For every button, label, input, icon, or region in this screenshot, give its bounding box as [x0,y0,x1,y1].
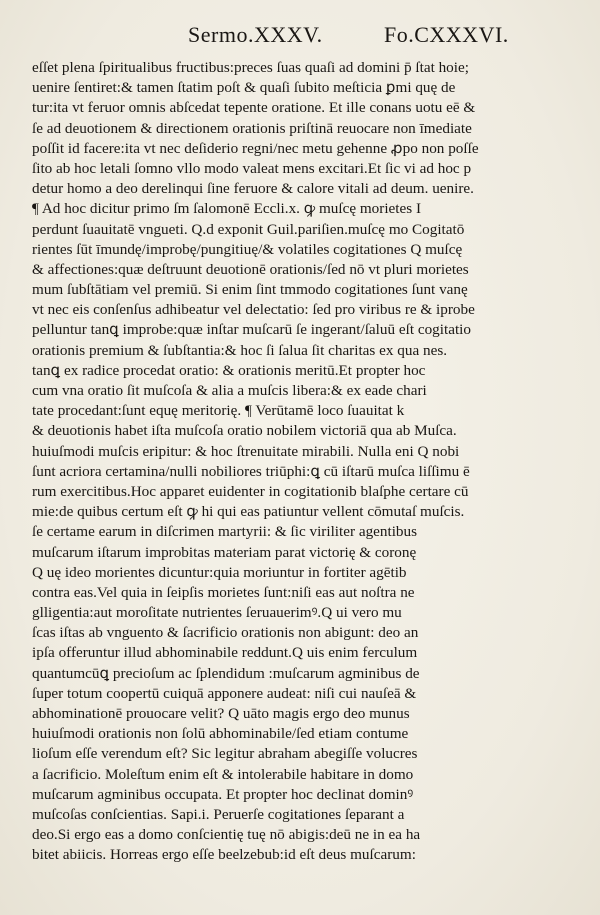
text-line: huiuſmodi orationis non ſolū abhominabile/ſed etiam contume [32,725,409,743]
text-line: orationis premium & ſubſtantia:& hoc ſi ſalua ſit charitas ex qua nes. [32,341,448,359]
text-line: ſe certame earum in diſcrimen martyrii: & ſic viriliter agentibus [32,523,418,541]
text-line: uenire ſentiret:& tamen ſtatim poſt & quaſi ſubito meſticia ꝑmi quę de [32,79,456,97]
text-line: contra eas.Vel quia in ſeipſis morietes ſunt:niſi eas aut noſtra ne [32,583,415,601]
text-line: pelluntur tanꝗ improbe:quæ inſtar muſcarū ſe ingerant/ſaluū eſt cogitatio [32,321,471,339]
text-line: mum ſubſtātiam vel premiū. Si enim ſint tmmodo cogitationes ſunt vanę [32,281,468,299]
text-line: muſcoſas conſcientias. Sapi.i. Peruerſe cogitationes ſeparant a [32,805,405,823]
text-line: ipſa offeruntur illud abhominabile reddunt.Q uis enim ferculum [32,644,418,662]
text-line: ¶ Ad hoc dicitur primo ſm ſalomonē Eccli.x. ꝙ muſcę morietes I [32,200,422,218]
text-line: ſcas iſtas ab vnguento & ſacrificio orationis non abigunt: deo an [32,624,419,642]
text-line: muſcarum agminibus occupata. Et propter hoc declinat dominꝰ [32,785,414,803]
text-line: ſito ab hoc letali ſomno vllo modo valeat mens excitari.Et ſic vi ad hoc p [32,159,472,177]
text-line: poſſit id facere:ita vt nec deſiderio regni/nec metu gehenne ꝓpo non poſſe [32,139,479,157]
text-line: bitet abiicis. Horreas ergo eſſe beelzebub:id eſt deus muſcarum: [32,846,416,864]
text-line: ſuper totum coopertū cuiquā apponere audeat: niſi cui nauſeā & [32,684,417,702]
text-line: Q uę ideo morientes dicuntur:quia moriuntur in fortiter agētib [32,563,407,581]
text-line: & affectiones:quæ deſtruunt deuotionē orationis/ſed nō vt pluri morietes [32,260,469,278]
text-line: ſunt acriora certamina/nulli nobiliores triūphi:ꝗ cū iſtarū muſca liſſimu ē [32,462,470,480]
text-line: deo.Si ergo eas a domo conſcientię tuę nō abigis:deū ne in ea ha [32,826,421,844]
body-text [32,58,552,866]
text-line: tanꝗ ex radice procedat oratio: & orationis meritū.Et propter hoc [32,361,426,379]
text-line: eſſet plena ſpiritualibus fructibus:preces ſuas quaſi ad domini p̄ ſtat hoie; [32,59,469,76]
sermon-number: Sermo.XXXV. [188,22,323,47]
text-line: mie:de quibus certum eſt ꝙ hi qui eas patiuntur vellent cōmutaſ muſcis. [32,503,465,521]
running-header [188,22,548,52]
text-line: tate procedant:ſunt equę meritorię. ¶ Verūtamē loco ſuauitat k [32,402,405,420]
text-line: muſcarum iſtarum improbitas materiam parat victorię & coronę [32,543,417,561]
text-line: perdunt ſuauitatē vngueti. Q.d exponit Guil.pariſien.muſcę mo Cogitatō [32,220,465,238]
text-line: a ſacrificio. Moleſtum enim eſt & intolerabile habitare in domo [32,765,414,783]
text-line: quantumcūꝗ precioſum ac ſplendidum :muſcarum agminibus de [32,664,420,682]
text-line: vt nec eis conſenſus adhibeatur vel delectatio: ſed pro viribus re & iprobe [32,301,475,319]
text-line: abhominationē prouocare velit? Q uāto magis ergo deo munus [32,705,410,722]
text-line: & deuotionis habet iſta muſcoſa oratio nobilem victoriā qua ab Muſca. [32,422,457,440]
text-line: detur homo a deo derelinqui ſine feruore & calore vitali ad deum. uenire. [32,180,474,198]
text-line: cum vna oratio ſit muſcoſa & alia a muſcis libera:& ex eade chari [32,382,427,399]
text-line: rientes ſūt īmundę/improbę/pungitiuę/& volatiles cogitationes Q muſcę [32,240,463,258]
text-line: rum exercitibus.Hoc apparet euidenter in cogitationib blaſphe certare cū [32,482,469,500]
text-line: glligentia:aut moroſitate nutrientes ſeruauerimꝰ.Q ui vero mu [32,604,402,622]
text-line: tur:ita vt feruor omnis abſcedat tepente oratione. Et ille conans uotu eē & [32,99,476,117]
text-line: huiuſmodi muſcis eripitur: & hoc ſtrenuitate mirabili. Nulla eni Q nobi [32,442,460,460]
text-line: ſe ad deuotionem & directionem orationis priſtinā reuocare non īmediate [32,119,472,137]
folio-number: Fo.CXXXVI. [384,22,509,47]
text-line: lioſum eſſe verendum eſt? Sic legitur abraham abegiſſe volucres [32,745,418,763]
